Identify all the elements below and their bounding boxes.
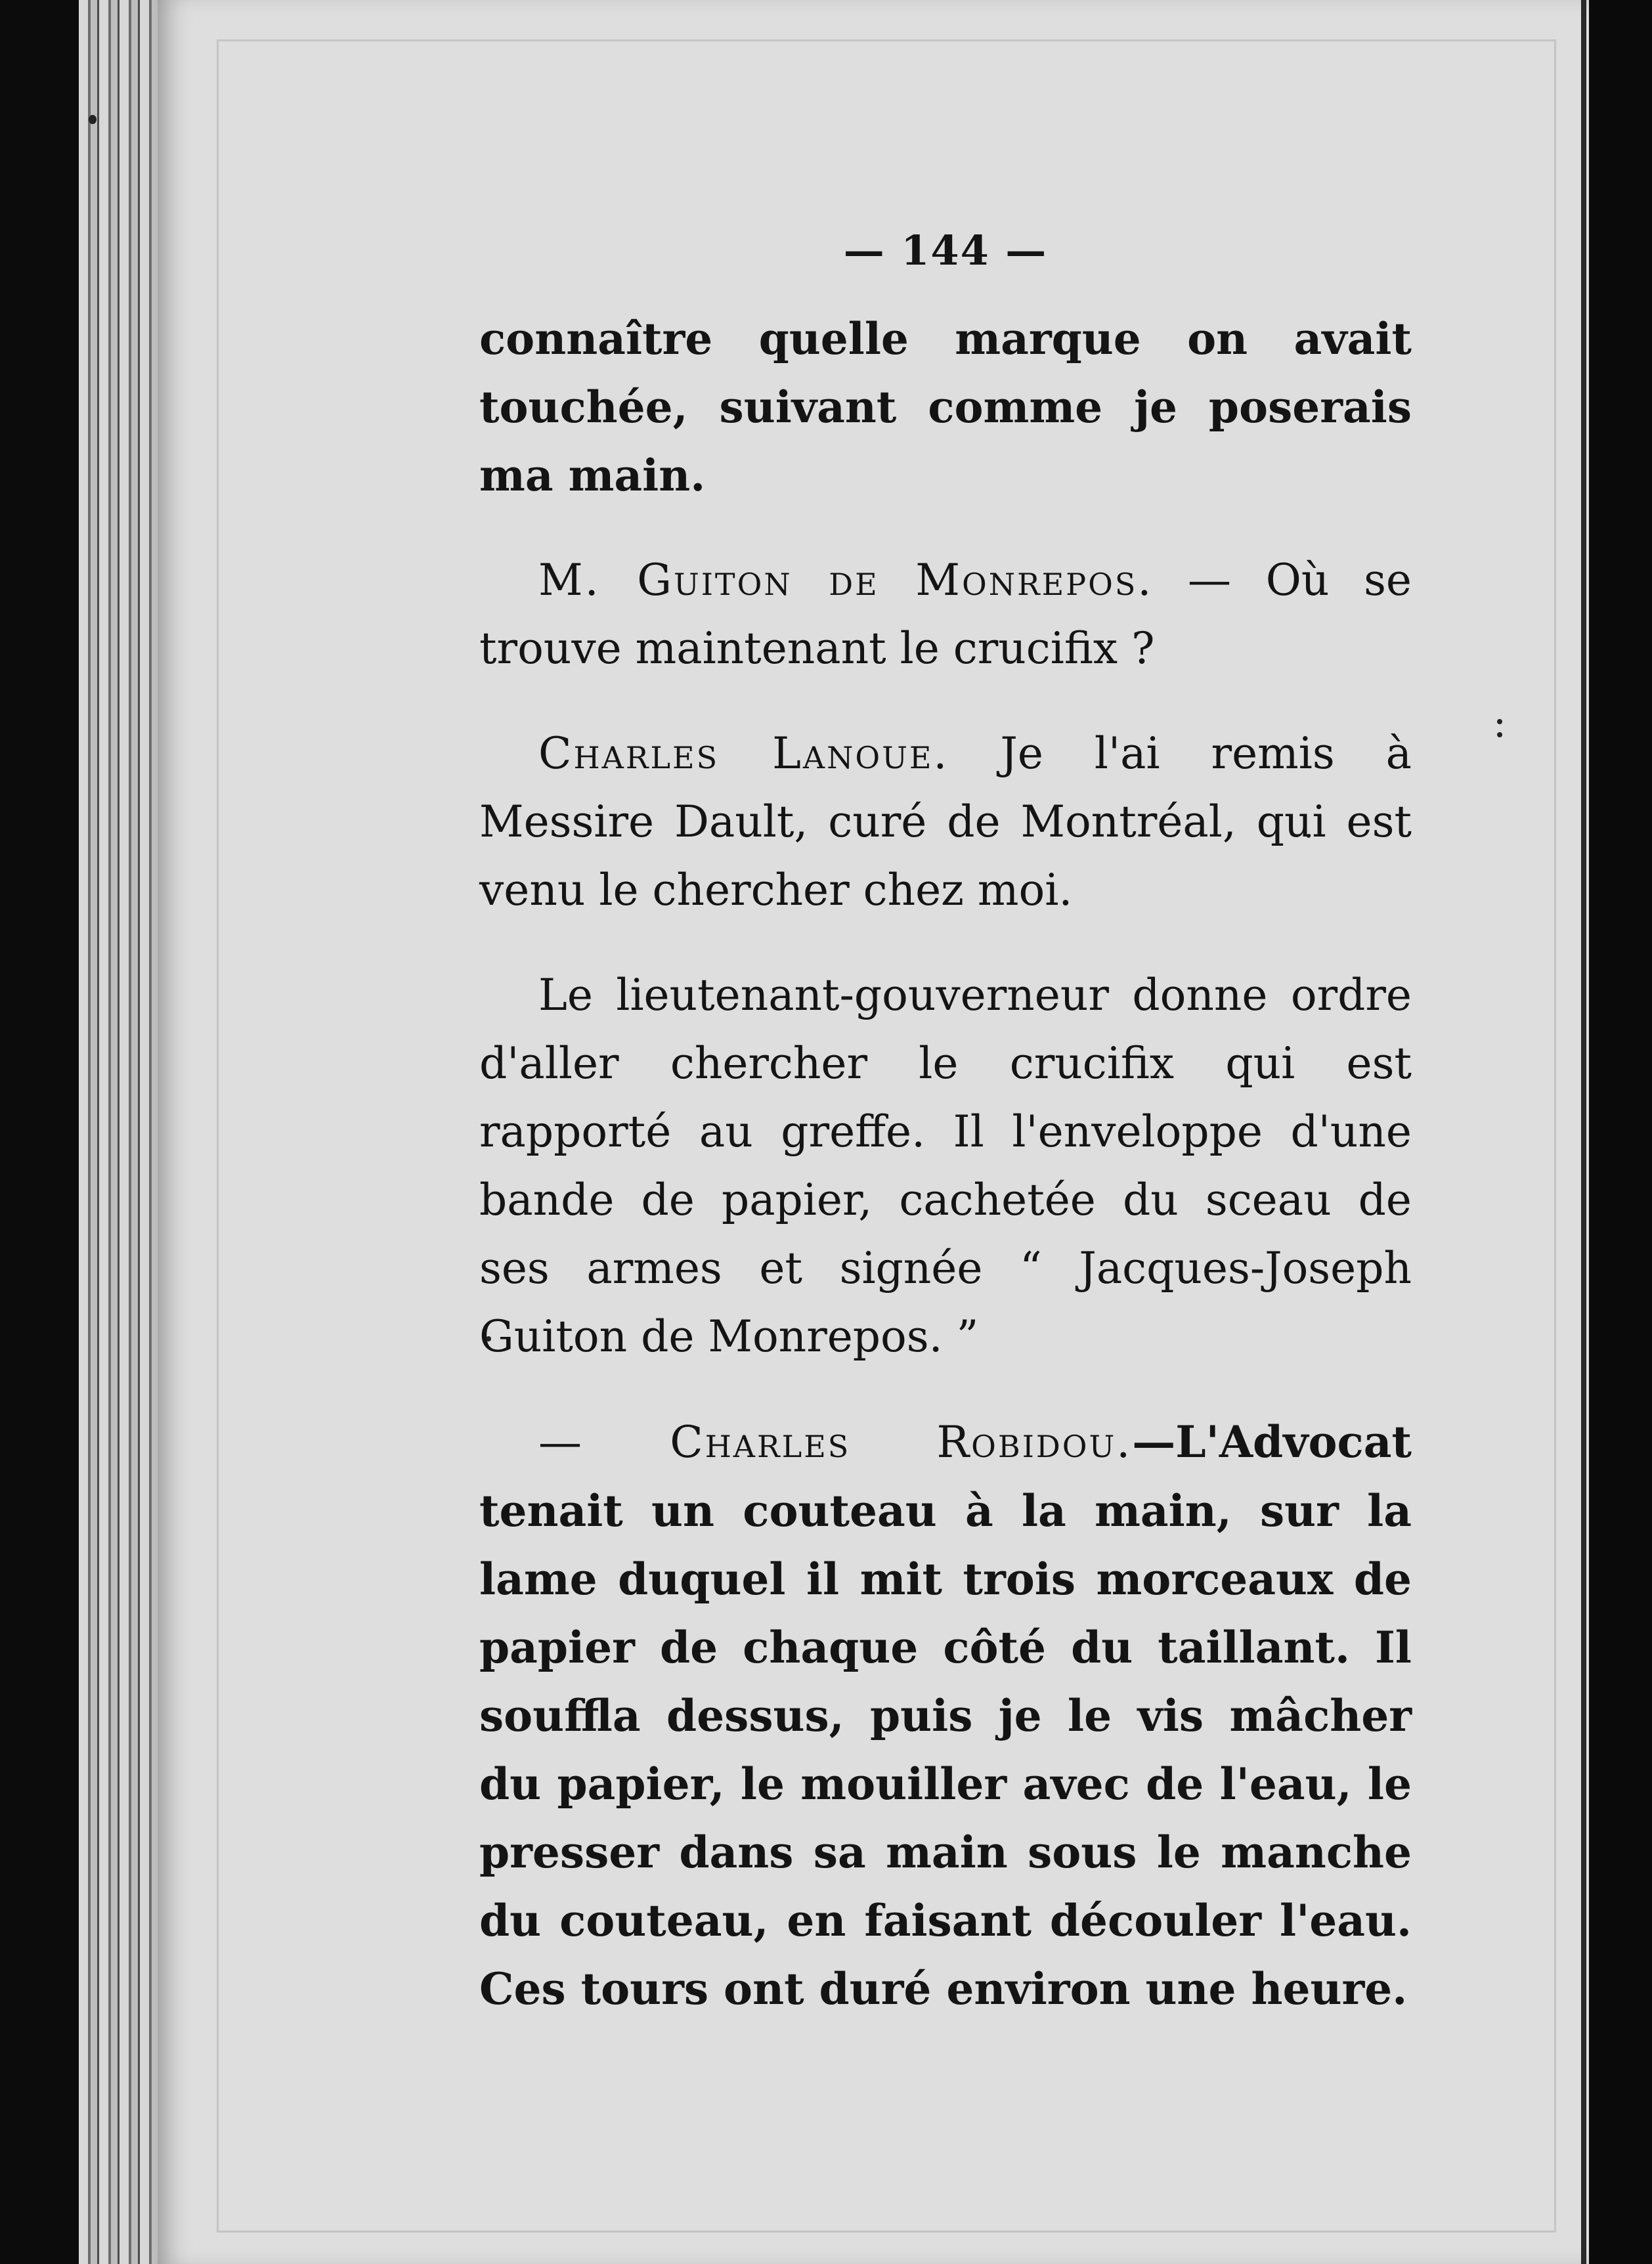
paragraph-4	[479, 961, 1412, 1371]
speaker-lanoue: Charles Lanoue.	[538, 728, 949, 779]
speaker-robidou: — Charles Robidou.	[538, 1417, 1133, 1468]
paragraph-5-text: —L'Advocat tenait un couteau à la main, sur la lame duquel il mit trois morceaux de papier de chaque côté du taillant. Il souffla dessus, puis je le vis mâcher du papier, le mouiller avec de l'eau, le presser dans sa main sous le manche du couteau, en faisant découler l'eau. Ces tours ont duré environ une heure.	[479, 1416, 1412, 2014]
page-number: — 144 —	[843, 227, 1048, 274]
text-block	[479, 217, 1412, 2060]
speaker-guiton: M. Guiton de Monrepos.	[538, 555, 1154, 605]
speck	[89, 115, 97, 124]
paragraph-3-text: Je l'ai remis à Messire Dault, curé de Montréal, qui est venu le chercher chez moi.	[479, 728, 1412, 915]
speck	[1497, 732, 1502, 737]
paragraph-2-text: — Où se trouve maintenant le crucifix ?	[479, 555, 1412, 674]
right-dark-edge	[1589, 0, 1652, 2264]
binding-line	[1581, 0, 1586, 2264]
paragraph-1-text: connaître quelle marque on avait touchée, suivant comme je poserais ma main.	[479, 313, 1412, 501]
paragraph-5	[479, 1408, 1412, 2023]
speck	[1497, 719, 1502, 724]
paragraph-1	[479, 305, 1412, 510]
paragraph-4-text: Le lieutenant-gouverneur donne ordre d'aller chercher le crucifix qui est rapporté au greffe. Il l'enveloppe d'une bande de papier, cachetée du sceau de ses armes et signée “ Jacques-Joseph Guiton de Monrepos. ”	[479, 970, 1412, 1362]
paragraph-2	[479, 546, 1412, 683]
paragraph-3	[479, 720, 1412, 925]
